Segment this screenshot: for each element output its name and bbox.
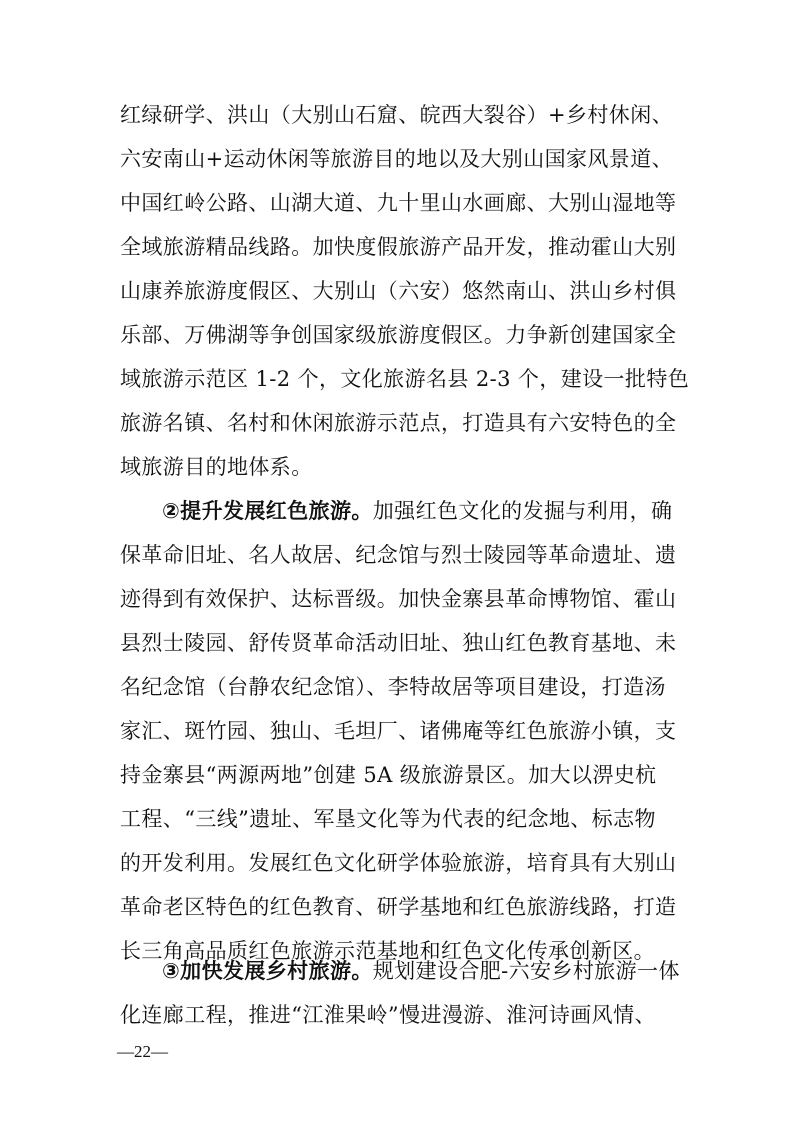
text-line: 迹得到有效保护、达标晋级。加快金寨县革命博物馆、霍山 — [120, 587, 677, 611]
text-line: 乐部、万佛湖等争创国家级旅游度假区。力争新创建国家全 — [120, 323, 677, 347]
text-line: 域旅游示范区 1-2 个，文化旅游名县 2-3 个，建设一批特色 — [120, 367, 690, 391]
text-line: 全域旅游精品线路。加快度假旅游产品开发，推动霍山大别 — [120, 235, 677, 259]
text-line: 保革命旧址、名人故居、纪念馆与烈士陵园等革命遗址、遗 — [120, 543, 677, 567]
text-line: 山康养旅游度假区、大别山（六安）悠然南山、洪山乡村俱 — [120, 279, 677, 303]
text-line: 长三角高品质红色旅游示范基地和红色文化传承创新区。 — [120, 939, 655, 963]
text-run: 加强红色文化的发掘与利用，确 — [372, 499, 673, 523]
text-line: 的开发利用。发展红色文化研学体验旅游，培育具有大别山 — [120, 851, 677, 875]
text-line: 红绿研学、洪山（大别山石窟、皖西大裂谷）+乡村休闲、 — [120, 103, 673, 127]
text-line: 名纪念馆（台静农纪念馆）、李特故居等项目建设，打造汤 — [120, 675, 666, 699]
text-line: 中国红岭公路、山湖大道、九十里山水画廊、大别山湿地等 — [120, 191, 677, 215]
text-line: 工程、“三线”遗址、军垦文化等为代表的纪念地、标志物 — [120, 807, 656, 831]
section-heading-red-tourism: ②提升发展红色旅游。 — [162, 499, 373, 523]
text-line: 家汇、斑竹园、独山、毛坦厂、诸佛庵等红色旅游小镇，支 — [120, 719, 677, 743]
text-line: 化连廊工程，推进“江淮果岭”慢进漫游、淮河诗画风情、 — [120, 1003, 656, 1027]
section-heading-rural-tourism: ③加快发展乡村旅游。 — [162, 959, 373, 983]
text-line: 县烈士陵园、舒传贤革命活动旧址、独山红色教育基地、未 — [120, 631, 677, 655]
text-line — [162, 496, 722, 526]
text-line: 持金寨县“两源两地”创建 5A 级旅游景区。加大以淠史杭 — [120, 763, 657, 787]
page-number: —22— — [117, 1042, 168, 1061]
text-line: 旅游名镇、名村和休闲旅游示范点，打造具有六安特色的全 — [120, 411, 677, 435]
text-line — [162, 956, 722, 986]
text-line: 革命老区特色的红色教育、研学基地和红色旅游线路，打造 — [120, 895, 677, 919]
text-run: 规划建设合肥-六安乡村旅游一体 — [372, 959, 680, 983]
text-line: 六安南山+运动休闲等旅游目的地以及大别山国家风景道、 — [120, 147, 673, 171]
text-line: 域旅游目的地体系。 — [120, 455, 313, 479]
